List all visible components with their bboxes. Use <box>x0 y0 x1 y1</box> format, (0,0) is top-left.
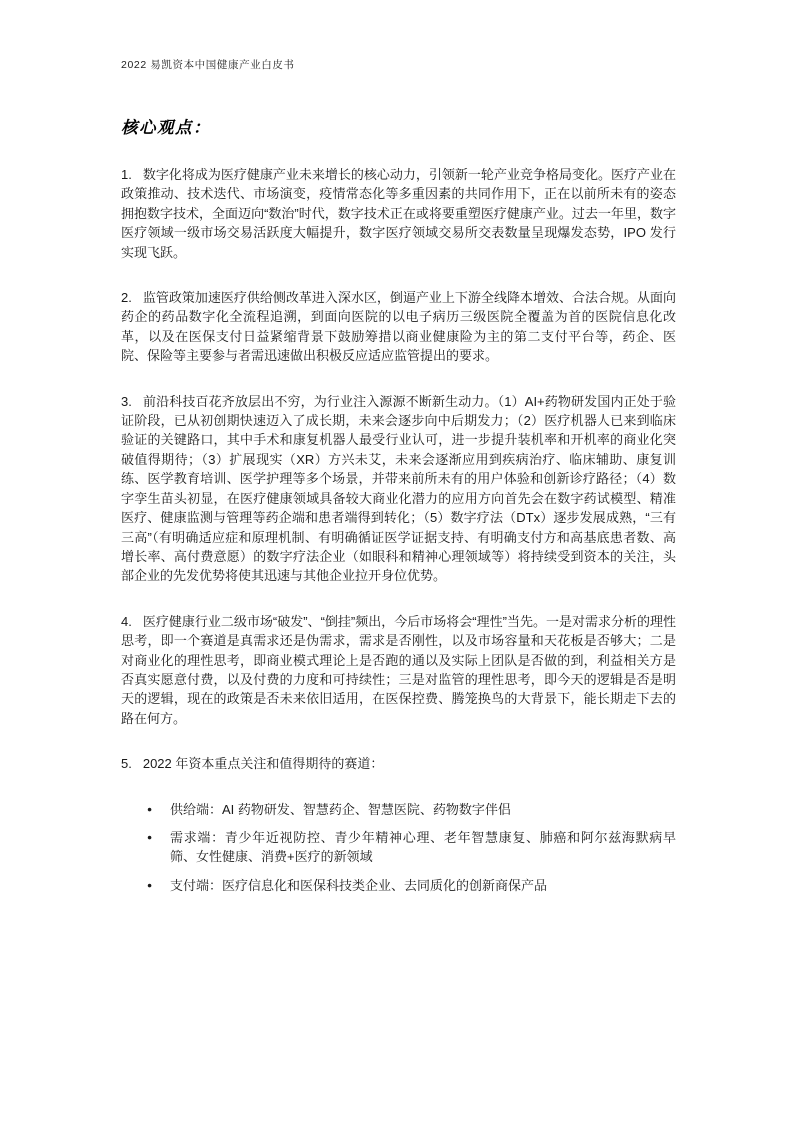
bullet-item-demand <box>121 828 676 867</box>
bullet-text: 需求端：青少年近视防控、青少年精神心理、老年智慧康复、肺癌和阿尔兹海默病早筛、女性健康、消费+医疗的新领域 <box>170 829 676 865</box>
bullet-list <box>121 800 676 896</box>
paragraph-1 <box>121 165 676 262</box>
document-header: 2022 易凯资本中国健康产业白皮书 <box>121 59 295 71</box>
paragraph-number: 4. <box>121 613 132 629</box>
paragraph-text: 2022 年资本重点关注和值得期待的赛道： <box>142 756 384 772</box>
paragraph-number: 5. <box>121 756 132 772</box>
paragraph-2 <box>121 288 676 366</box>
bullet-item-supply <box>121 800 676 819</box>
document-body <box>121 165 676 895</box>
section-title: 核心观点： <box>121 119 211 137</box>
paragraph-text: 前沿科技百花齐放层出不穷，为行业注入源源不断新生动力。（1）AI+药物研发国内正处于验证阶段，已从初创期快速迈入了成长期，未来会逐步向中后期发力；（2）医疗机器人已来到临床验证的关键路口，其中手术和康复机器人最受行业认可，进一步提升装机率和开机率的商业化突破值得期待；（3）扩展现实（XR）方兴未艾，未来会逐渐应用到疾病治疗、临床辅助、康复训练、医学教育培训、医学护理等多个场景，并带来前所未有的用户体验和创新诊疗路径；（4）数字孪生苗头初显，在医疗健康领域具备较大商业化潜力的应用方向首先会在数字药试模型、精准医疗、健康监测与管理等药企端和患者端得到转化；（5）数字疗法（DTx）逐步发展成熟，“三有三高”（有明确适应症和原理机制、有明确循证医学证据支持、有明确支付方和高基底患者数、高增长率、高付费意愿）的数字疗法企业（如眼科和精神心理领域等）将持续受到资本的关注，头部企业的先发优势将使其迅速与其他企业拉开身位优势。 <box>121 393 676 584</box>
paragraph-text: 医疗健康行业二级市场“破发”、“倒挂”频出，今后市场将会“理性”当先。一是对需求分析的理性思考，即一个赛道是真需求还是伪需求，需求是否刚性，以及市场容量和天花板是否够大；二是对商业化的理性思考，即商业模式理论上是否跑的通以及实际上团队是否做的到，利益相关方是否真实愿意付费，以及付费的力度和可持续性；三是对监管的理性思考，即今天的逻辑是否是明天的逻辑，现在的政策是否未来依旧适用，在医保控费、腾笼换鸟的大背景下，能长期走下去的路在何方。 <box>121 613 676 726</box>
bullet-icon: ● <box>147 879 153 890</box>
bullet-icon: ● <box>147 831 153 842</box>
paragraph-3 <box>121 392 676 586</box>
bullet-text: 供给端：AI 药物研发、智慧药企、智慧医院、药物数字伴侣 <box>170 801 511 817</box>
bullet-icon: ● <box>147 803 153 814</box>
paragraph-number: 1. <box>121 167 132 182</box>
bullet-text: 支付端：医疗信息化和医保科技类企业、去同质化的创新商保产品 <box>170 877 548 893</box>
paragraph-number: 2. <box>121 290 132 306</box>
paragraph-text: 监管政策加速医疗供给侧改革进入深水区，倒逼产业上下游全线降本增效、合法合规。从面向药企的药品数字化全流程追溯，到面向医院的以电子病历三级医院全覆盖为首的医院信息化改革，以及在医保支付日益紧缩背景下鼓励筹措以商业健康险为主的第二支付平台等，药企、医院、保险等主要参与者需迅速做出积极反应适应监管提出的要求。 <box>121 290 676 364</box>
paragraph-number: 3. <box>121 393 132 409</box>
paragraph-text: 数字化将成为医疗健康产业未来增长的核心动力，引领新一轮产业竞争格局变化。医疗产业在政策推动、技术迭代、市场演变，疫情常态化等多重因素的共同作用下，正在以前所未有的姿态拥抱数字技术，全面迈向“数治”时代，数字技术正在或将要重塑医疗健康产业。过去一年里，数字医疗领域一级市场交易活跃度大幅提升，数字医疗领域交易所交表数量呈现爆发态势，IPO 发行实现飞跃。 <box>121 167 676 260</box>
paragraph-4 <box>121 612 676 728</box>
paragraph-5 <box>121 754 676 773</box>
bullet-item-payment <box>121 876 676 895</box>
